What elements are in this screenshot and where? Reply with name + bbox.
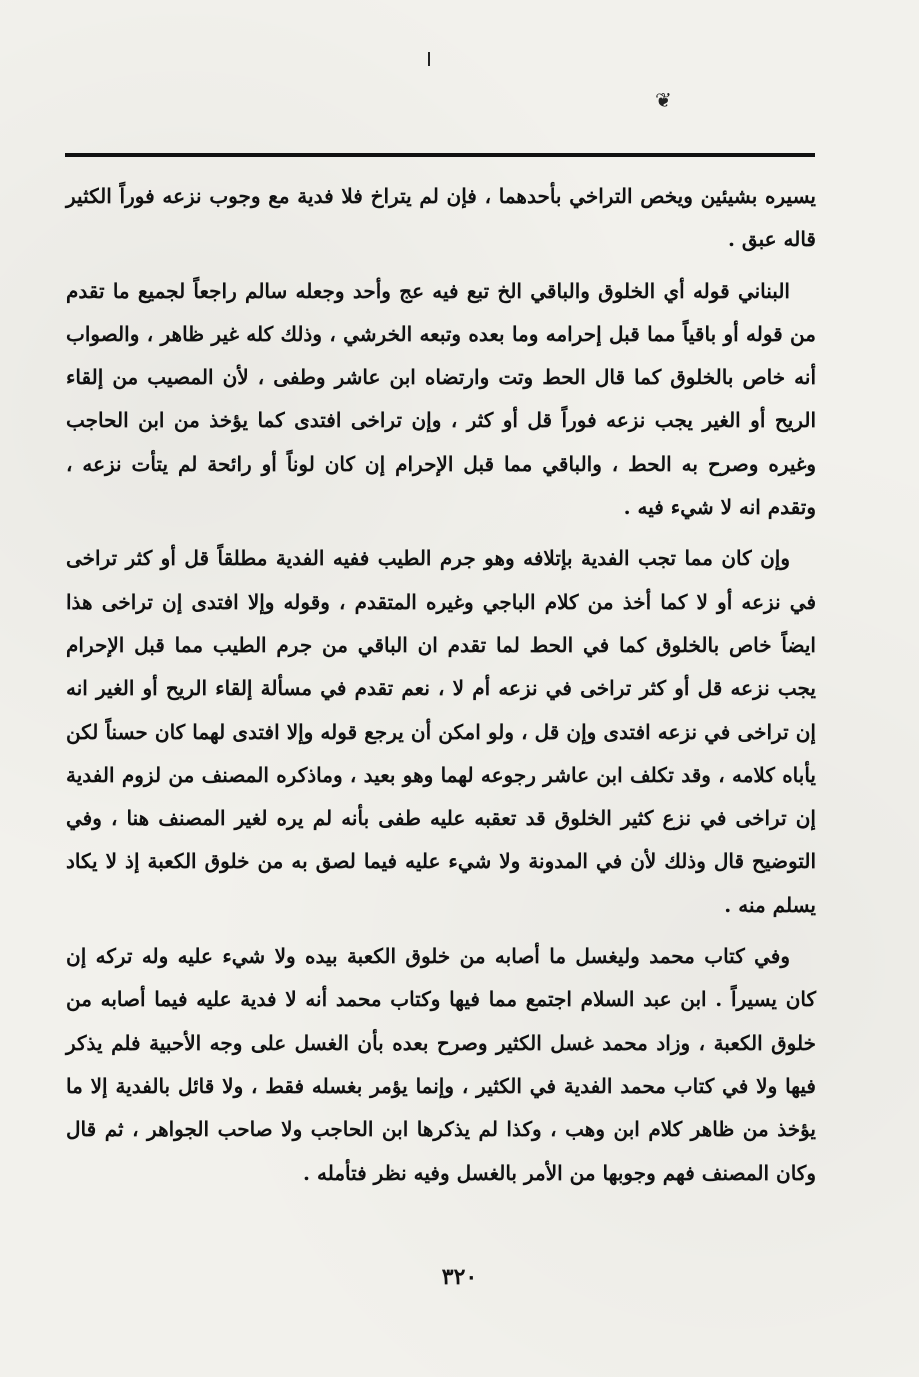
paragraph-fidya: وإن كان مما تجب الفدية بإتلافه وهو جرم الطيب ففيه الفدية مطلقاً قل أو كثر تراخى في نزعه أو لا كما أخذ من كلام الباجي وغيره المتقدم ، وقوله وإلا افتدى إن تراخى هذا ايضاً خاص بالخلوق كما في الحط لما تقدم ان الباقي من جرم الطيب مما قبل الإحرام يجب نزعه قل أو كثر تراخى في نزعه أم لا ، نعم تقدم في مسألة إلقاء الريح أو الغير انه إن تراخى في نزعه افتدى وإن قل ، ولو امكن أن يرجع قوله وإلا افتدى لهما كان حسناً لكن يأباه كلامه ، وقد تكلف ابن عاشر رجوعه لهما وهو بعيد ، وماذكره المصنف من لزوم الفدية إن تراخى في نزع كثير الخلوق قد تعقبه عليه طفى بأنه لم يره لغير المصنف هنا ، وفي التوضيح قال وذلك لأن في المدونة ولا شيء عليه فيما لصق به من خلوق الكعبة إذ لا يكاد يسلم منه . bbox=[66, 546, 817, 917]
page-number: ٣٢٠ bbox=[441, 1264, 478, 1290]
paragraph-albannani: البناني قوله أي الخلوق والباقي الخ تبع فيه عج وأحد وجعله سالم راجعاً لجميع ما تقدم من قوله أو باقياً مما قبل إحرامه وما بعده وتبعه الخرشي ، وذلك كله غير ظاهر ، والصواب أنه خاص بالخلوق كما قال الحط وتت وارتضاه ابن عاشر وطفى ، لأن المصيب من إلقاء الريح أو الغير يجب نزعه فوراً قل أو كثر ، وإن تراخى افتدى كما يؤخذ من ابن الحاجب وغيره وصرح به الحط ، والباقي مما قبل الإحرام إن كان لوناً أو رائحة لم يتأت نزعه ، وتقدم انه لا شيء فيه . bbox=[66, 278, 816, 520]
top-tick-mark bbox=[428, 52, 430, 66]
paragraph-kitab-muhammad: وفي كتاب محمد وليغسل ما أصابه من خلوق الكعبة بيده ولا شيء عليه وله تركه إن كان يسيراً . ابن عبد السلام اجتمع مما فيها وكتاب محمد أنه لا فدية عليه فيما أصابه من خلوق الكعبة ، وزاد محمد غسل الكثير وصرح بعده بأن الغسل على وجه الأحبية فلم يذكر فيها ولا في كتاب محمد الفدية في الكثير ، وإنما يؤمر بغسله فقط ، ولا قائل بالفدية إلا ما يؤخذ من ظاهر كلام ابن وهب ، وكذا لم يذكرها ابن الحاجب ولا صاحب الجواهر ، ثم قال وكان المصنف فهم وجوبها من الأمر بالغسل وفيه نظر فتأمله . bbox=[66, 944, 816, 1185]
paragraph-continuation: يسيره بشيئين ويخص التراخي بأحدهما ، فإن لم يتراخ فلا فدية مع وجوب نزعه فوراً الكثير قاله عبق . bbox=[66, 184, 816, 252]
header-rule bbox=[65, 153, 815, 157]
text-body bbox=[66, 175, 816, 1203]
header-ornament-icon: ❦ bbox=[655, 88, 672, 112]
